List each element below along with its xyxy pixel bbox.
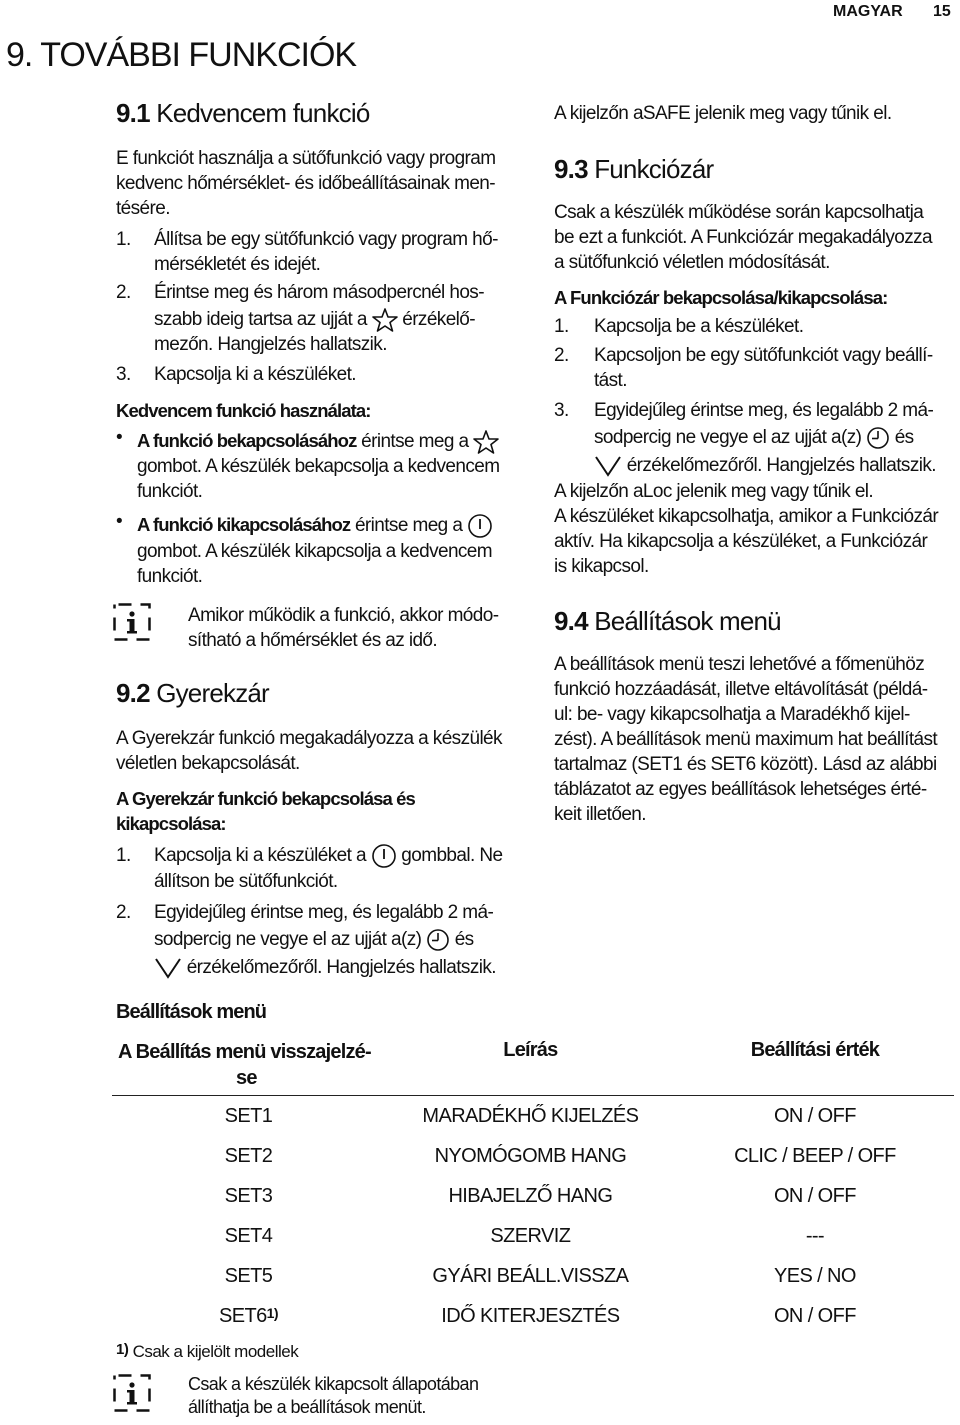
- chevron-down-icon: [594, 455, 622, 476]
- section-title: Gyerekzár: [156, 678, 269, 708]
- text-line: gombot. A készülék kikapcsolja a kedvencem: [137, 540, 493, 562]
- section-9-3-heading: [554, 154, 713, 185]
- text-fragment: és: [894, 427, 914, 448]
- text-line: tást.: [594, 370, 627, 391]
- table-title: Beállítások menü: [116, 1001, 267, 1023]
- text-line: Kapcsoljon be egy sütőfunkciót vagy beállí-: [594, 345, 933, 366]
- text-fragment: érzékelőmezőről. Hangjelzés hallatszik.: [626, 455, 936, 476]
- text-line: keit illetően.: [554, 804, 646, 825]
- table-row: [112, 1296, 954, 1336]
- table-row: [112, 1136, 954, 1176]
- step-number: 2.: [116, 902, 131, 923]
- info-icon: [113, 1374, 151, 1412]
- text-fragment: sodpercig ne vegye el az ujját a(z): [594, 427, 862, 448]
- cell-description: IDŐ KITERJESZTÉS: [441, 1304, 620, 1327]
- footnote: [116, 1341, 298, 1362]
- settings-table: [112, 1035, 954, 1336]
- text-line: Egyidejűleg érintse meg, és legalább 2 má-: [594, 400, 934, 421]
- language-label: MAGYAR: [833, 3, 903, 20]
- text-line: A kijelzőn aLoc jelenik meg vagy tűnik el.: [554, 481, 874, 502]
- s93-step-1: [554, 314, 954, 339]
- section-number: 9.2: [116, 678, 150, 708]
- text-line: gombot. A készülék bekapcsolja a kedvencem: [137, 456, 500, 477]
- section-9-4-heading: [554, 606, 781, 637]
- step-number: 1.: [554, 316, 569, 337]
- star-icon: [372, 309, 398, 330]
- text-fragment: érzékelő-: [402, 309, 475, 330]
- s93-intro: [554, 200, 932, 275]
- table-header-row: [112, 1035, 954, 1096]
- text-fragment: Kapcsolja ki a készüléket a: [154, 845, 366, 867]
- text-line: be ezt a funkciót. A Funkciózár megakadályozza: [554, 227, 932, 248]
- bullet-dot: •: [116, 511, 123, 532]
- footnote-ref: 1): [266, 1304, 278, 1321]
- step-number: 2.: [116, 282, 131, 303]
- text-line: A beállítások menü teszi lehetővé a főmenühöz: [554, 654, 925, 675]
- step-number: 1.: [116, 845, 131, 866]
- s93-after: [554, 479, 938, 579]
- step-number: 3.: [554, 400, 569, 421]
- chevron-down-icon: [154, 957, 182, 978]
- cell-value: ON / OFF: [773, 1304, 856, 1327]
- info-icon: [113, 603, 151, 641]
- step-number: 3.: [116, 364, 131, 385]
- text-line: E funkciót használja a sütőfunkció vagy program: [116, 148, 496, 169]
- cell-value: CLIC / BEEP / OFF: [734, 1144, 896, 1167]
- text-line: állítson be sütőfunkciót.: [154, 871, 338, 892]
- column-header-indicator: [112, 1035, 385, 1096]
- cell-set: [112, 1296, 385, 1336]
- star-icon: [473, 431, 499, 452]
- text-line: kikapcsolása:: [116, 813, 226, 834]
- cell-description: MARADÉKHŐ KIJELZÉS: [422, 1104, 639, 1127]
- step-number: 2.: [554, 345, 569, 366]
- page-number: 15: [933, 3, 951, 20]
- cell-description: HIBAJELZŐ HANG: [448, 1184, 613, 1207]
- text-line: kedvenc hőmérséklet- és időbeállításainak men-: [116, 173, 495, 194]
- step-number: 1.: [116, 229, 131, 250]
- section-number: 9.3: [554, 154, 588, 184]
- text-line: zést). A beállítások menü maximum hat beállítást: [554, 729, 938, 750]
- text-line: Egyidejűleg érintse meg, és legalább 2 má-: [154, 902, 494, 923]
- s92-intro: [116, 726, 502, 776]
- header-line: se: [236, 1067, 257, 1089]
- text-fragment: gombbal. Ne: [401, 845, 503, 867]
- cell-value: ON / OFF: [773, 1104, 856, 1127]
- text-line: A Gyerekzár funkció bekapcsolása és: [116, 788, 415, 809]
- bold-phrase: A funkció bekapcsolásához: [137, 430, 357, 451]
- s92-step-2: [116, 900, 546, 980]
- cell-description: GYÁRI BEÁLL.VISSZA: [432, 1264, 629, 1287]
- section-9-1-heading: [116, 98, 370, 129]
- text-line: Csak a készülék kikapcsolt állapotában: [188, 1374, 479, 1394]
- text-line: ul: be- vagy kikapcsolhatja a Maradékhő kijel-: [554, 704, 910, 725]
- text-line: tartalmaz (SET1 és SET6 között). Lásd az alábbi: [554, 754, 937, 775]
- text-line: Érintse meg és három másodpercnél hos-: [154, 282, 484, 303]
- section-title: Beállítások menü: [594, 606, 781, 636]
- section-number: 9.4: [554, 606, 588, 636]
- section-title: Kedvencem funkció: [156, 98, 370, 128]
- bullet-dot: •: [116, 427, 123, 448]
- cell-value: ---: [805, 1224, 824, 1247]
- text-line: Állítsa be egy sütőfunkció vagy program hő-: [154, 229, 498, 250]
- text-line: aktív. Ha kikapcsolja a készüléket, a Funkciózár: [554, 531, 928, 552]
- set-label: SET6: [219, 1304, 267, 1327]
- text-line: is kikapcsol.: [554, 556, 649, 577]
- bullet-enable: [116, 428, 536, 504]
- s92-step-1: [116, 843, 546, 894]
- s91-step-3: [116, 362, 536, 387]
- s91-intro: [116, 146, 536, 221]
- s91-step-1: [116, 227, 536, 277]
- text-line: tésére.: [116, 198, 170, 219]
- text-line: mezőn. Hangjelzés hallatszik.: [154, 334, 387, 355]
- text-line: véletlen bekapcsolását.: [116, 753, 300, 774]
- bottom-info-note: [188, 1373, 478, 1419]
- s93-step-3: [554, 398, 954, 478]
- table-row: [112, 1176, 954, 1216]
- cell-set: SET5: [224, 1264, 273, 1287]
- column-header-value: Beállítási érték: [750, 1039, 880, 1061]
- asafe-note: A kijelzőn aSAFE jelenik meg vagy tűnik el.: [554, 103, 892, 124]
- text-line: Csak a készülék működése során kapcsolhatja: [554, 202, 924, 223]
- text-line: A készüléket kikapcsolhatja, amikor a Funkciózár: [554, 506, 939, 527]
- text-line: A Gyerekzár funkció megakadályozza a készülék: [116, 728, 502, 749]
- text-fragment: érintse meg a: [361, 431, 469, 452]
- table-row: [112, 1096, 954, 1137]
- text-line: Kapcsolja ki a készüléket.: [154, 364, 356, 385]
- bullet-disable: [116, 512, 536, 589]
- cell-description: SZERVIZ: [490, 1224, 571, 1247]
- power-icon: [467, 515, 493, 536]
- footnote-text: Csak a kijelölt modellek: [132, 1342, 299, 1361]
- clock-icon: [426, 929, 450, 950]
- s94-body: [554, 652, 937, 827]
- text-fragment: sodpercig ne vegye el az ujját a(z): [154, 929, 422, 950]
- text-fragment: és: [454, 929, 474, 950]
- text-line: Amikor működik a funkció, akkor módo-: [188, 605, 499, 626]
- cell-set: SET3: [224, 1184, 273, 1207]
- s91-step-2: [116, 280, 536, 357]
- s93-heading: A Funkciózár bekapcsolása/kikapcsolása:: [554, 287, 888, 308]
- text-line: mérsékletét és idejét.: [154, 254, 321, 275]
- bold-phrase: A funkció kikapcsolásához: [137, 514, 351, 535]
- text-line: Kapcsolja be a készüléket.: [594, 316, 804, 337]
- text-line: táblázatot az egyes beállítások lehetséges érté-: [554, 779, 927, 800]
- cell-value: ON / OFF: [773, 1184, 856, 1207]
- text-line: a sütőfunkció véletlen módosítását.: [554, 252, 830, 273]
- cell-description: NYOMÓGOMB HANG: [434, 1144, 627, 1167]
- section-number: 9.1: [116, 98, 150, 128]
- power-icon: [371, 845, 397, 866]
- text-line: funkciót.: [137, 481, 203, 502]
- table-row: [112, 1256, 954, 1296]
- clock-icon: [866, 427, 890, 448]
- cell-set: SET1: [224, 1104, 273, 1127]
- cell-value: YES / NO: [773, 1264, 856, 1287]
- s93-step-2: [554, 343, 954, 393]
- text-line: sítható a hőmérséklet és az idő.: [188, 630, 438, 651]
- cell-set: SET4: [224, 1224, 273, 1247]
- cell-set: SET2: [224, 1144, 273, 1167]
- text-fragment: érzékelőmezőről. Hangjelzés hallatszik.: [186, 957, 496, 978]
- text-fragment: érintse meg a: [354, 515, 463, 536]
- chapter-title: 9. TOVÁBBI FUNKCIÓK: [6, 36, 357, 74]
- table-row: [112, 1216, 954, 1256]
- header-line: A Beállítás menü visszajelzé-: [118, 1041, 371, 1063]
- text-line: állíthatja be a beállítások menüt.: [188, 1397, 426, 1417]
- s92-heading: [116, 786, 415, 836]
- text-line: funkciót.: [137, 565, 203, 587]
- section-9-2-heading: [116, 678, 269, 709]
- usage-heading: Kedvencem funkció használata:: [116, 400, 371, 421]
- text-line: funkció hozzáadását, illetve eltávolítását (példá-: [554, 679, 928, 700]
- info-note: [188, 603, 498, 653]
- column-header-description: Leírás: [503, 1039, 558, 1061]
- footnote-mark: 1): [116, 1341, 129, 1358]
- section-title: Funkciózár: [594, 154, 714, 184]
- text-fragment: szabb ideig tartsa az ujját a: [154, 309, 367, 330]
